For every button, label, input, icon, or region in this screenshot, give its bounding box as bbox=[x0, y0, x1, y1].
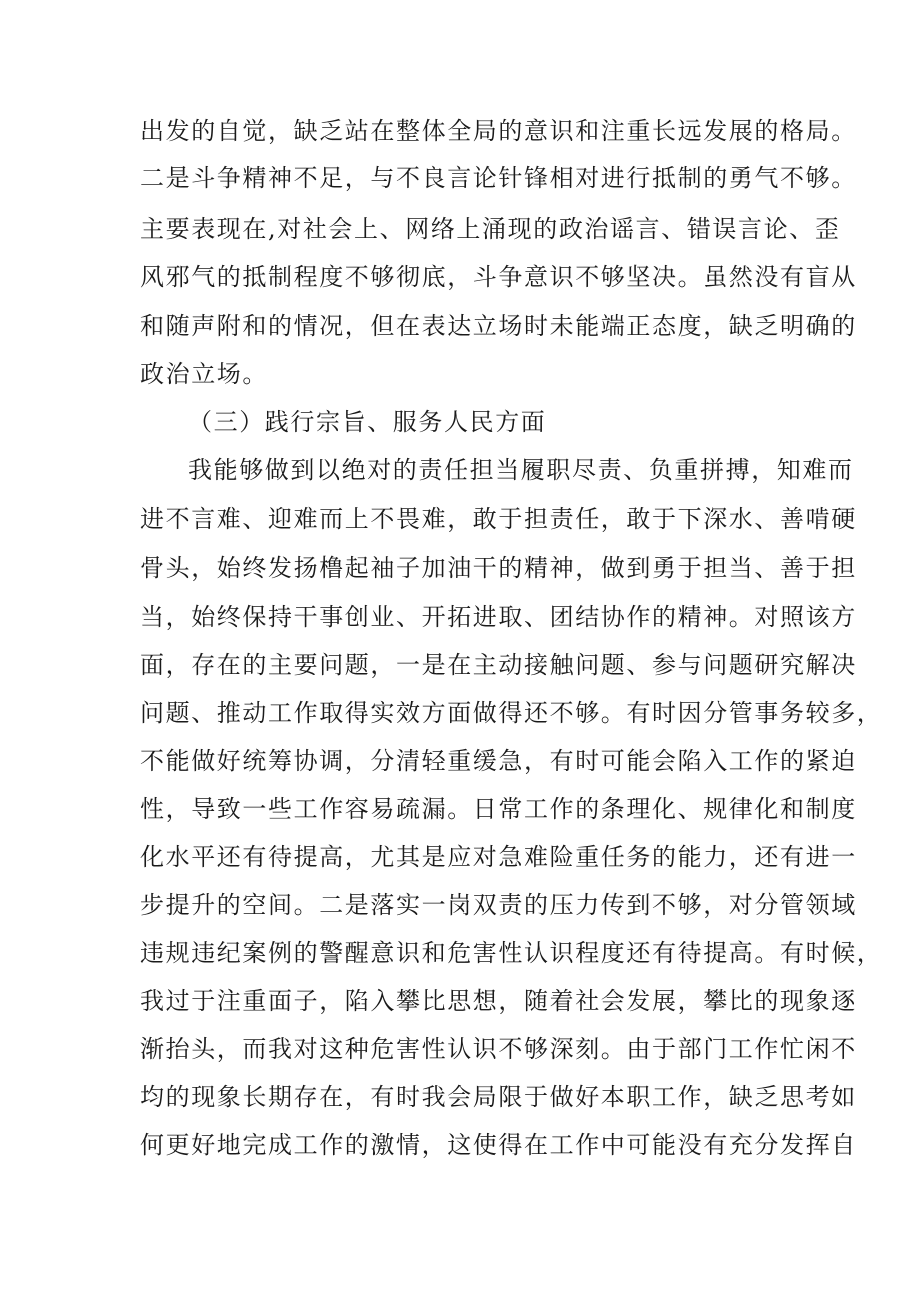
text-line: 风邪气的抵制程度不够彻底，斗争意识不够坚决。虽然没有盲从 bbox=[140, 263, 857, 291]
text-line: 和随声附和的情况，但在表达立场时未能端正态度，缺乏明确的 bbox=[140, 312, 857, 340]
text-line: 面，存在的主要问题，一是在主动接触问题、参与问题研究解决 bbox=[140, 651, 857, 679]
text-line: 步提升的空间。二是落实一岗双责的压力传到不够，对分管领域 bbox=[140, 891, 857, 919]
text-line: 不能做好统筹协调，分清轻重缓急，有时可能会陷入工作的紧迫 bbox=[140, 747, 857, 775]
text-line: 均的现象长期存在，有时我会局限于做好本职工作，缺乏思考如 bbox=[140, 1083, 857, 1111]
text-line: 当，始终保持干事创业、开拓进取、团结协作的精神。对照该方 bbox=[140, 603, 857, 631]
section-heading: （三）践行宗旨、服务人民方面 bbox=[188, 408, 547, 436]
text-line: 出发的自觉，缺乏站在整体全局的意识和注重长远发展的格局。 bbox=[140, 117, 857, 145]
text-line: 违规违纪案例的警醒意识和危害性认识程度还有待提高。有时候， bbox=[140, 939, 883, 967]
text-line: 二是斗争精神不足，与不良言论针锋相对进行抵制的勇气不够。 bbox=[140, 164, 857, 192]
text-line: 骨头，始终发扬橹起袖子加油干的精神，做到勇于担当、善于担 bbox=[140, 554, 857, 582]
text-line: 性，导致一些工作容易疏漏。日常工作的条理化、规律化和制度 bbox=[140, 795, 857, 823]
text-line: 进不言难、迎难而上不畏难，敢于担责任，敢于下深水、善啃硬 bbox=[140, 505, 857, 533]
text-line: 何更好地完成工作的激情，这使得在工作中可能没有充分发挥自 bbox=[140, 1131, 857, 1159]
text-line: 政治立场。 bbox=[140, 360, 268, 388]
text-line: 化水平还有待提高，尤其是应对急难险重任务的能力，还有进一 bbox=[140, 843, 857, 871]
text-line: 问题、推动工作取得实效方面做得还不够。有时因分管事务较多， bbox=[140, 699, 883, 727]
text-line: 我过于注重面子，陷入攀比思想，随着社会发展，攀比的现象逐 bbox=[140, 987, 857, 1015]
text-line: 渐抬头，而我对这种危害性认识不够深刻。由于部门工作忙闲不 bbox=[140, 1035, 857, 1063]
text-line: 主要表现在,对社会上、网络上涌现的政治谣言、错误言论、歪 bbox=[140, 215, 841, 243]
paragraph-first-line: 我能够做到以绝对的责任担当履职尽责、负重拼搏，知难而 bbox=[188, 456, 854, 484]
